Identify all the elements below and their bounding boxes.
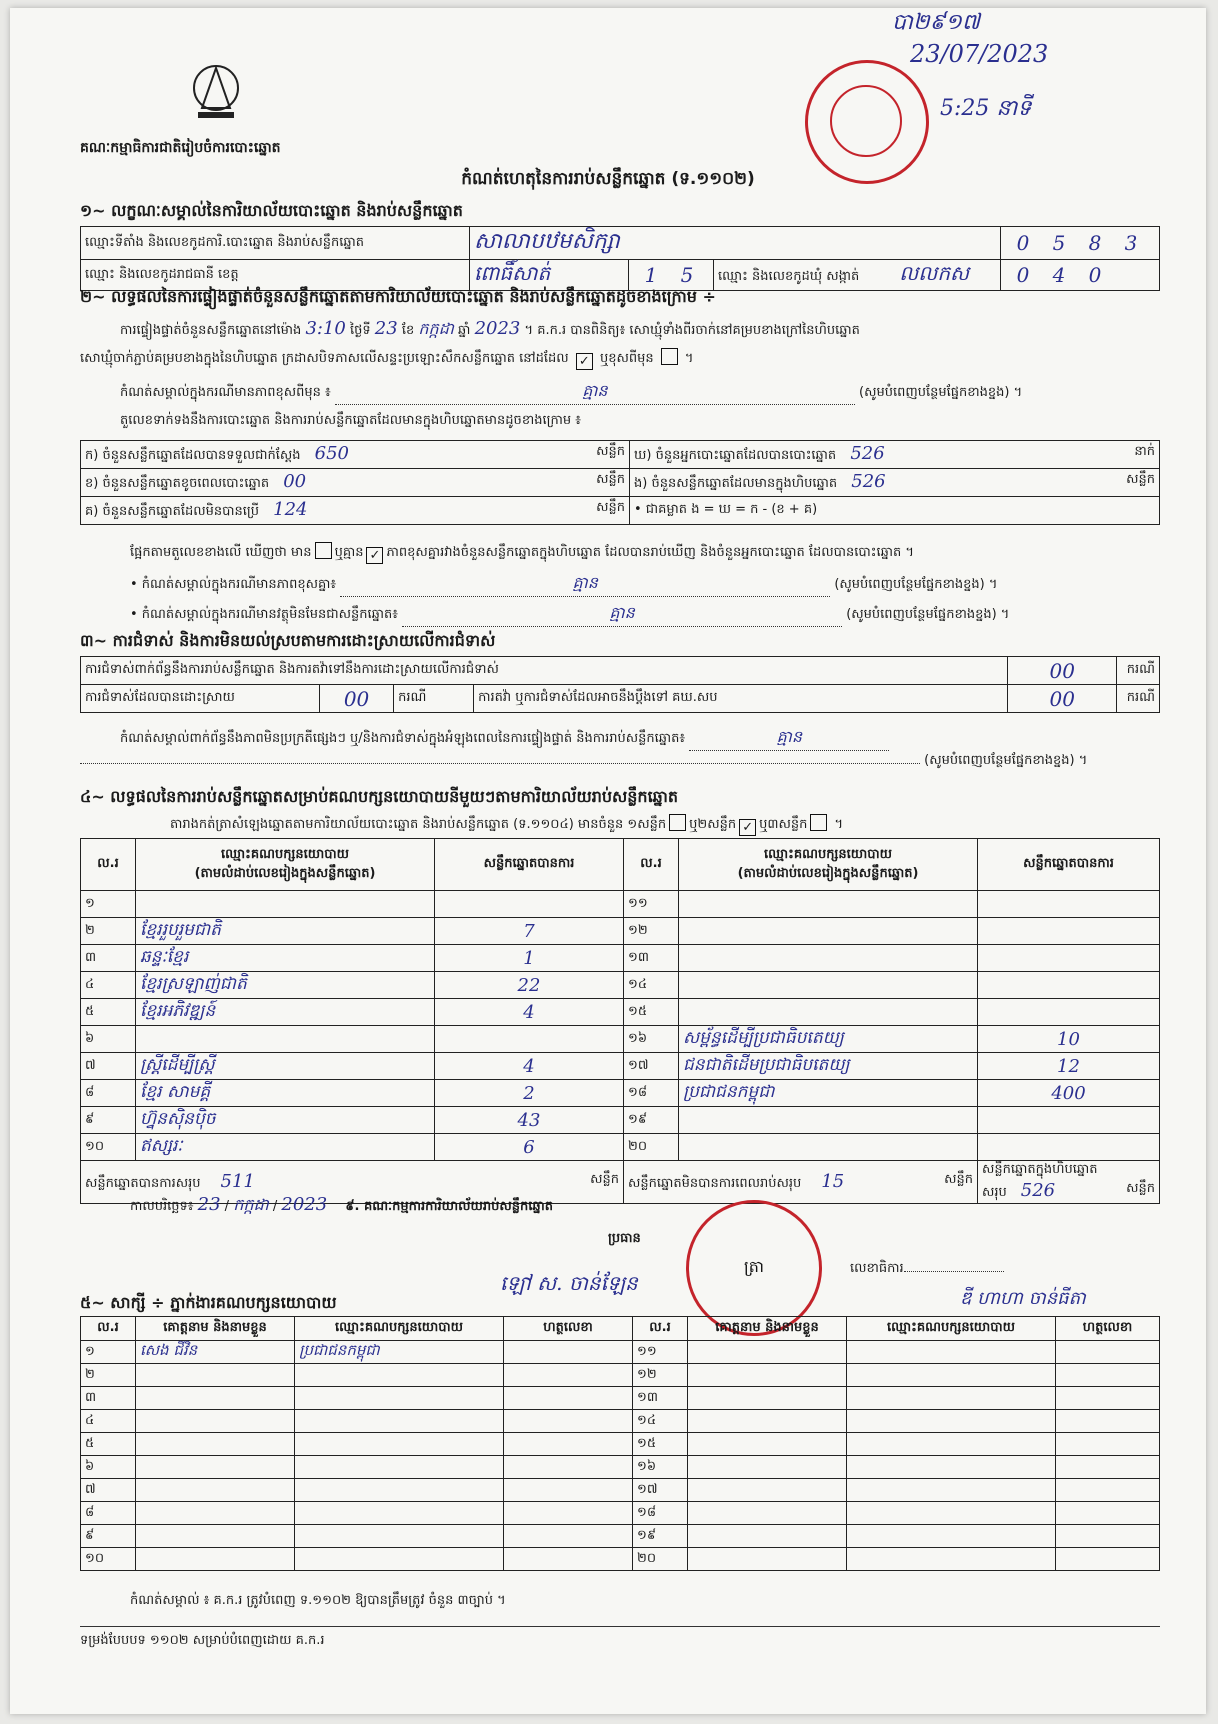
- witness-name: [136, 1433, 295, 1456]
- unchanged-checkbox: ✓: [576, 353, 593, 370]
- witness-signature: [1056, 1341, 1160, 1364]
- section3-title: ៣~ ការជំទាស់ និងការមិនយល់ស្របតាមការដោះស្រាយលើការជំទាស់: [80, 631, 496, 650]
- change-note: កំណត់សម្គាល់ក្នុងករណីមានភាពខុសពីមុន ៖ គ្មាន (សូមបំពេញបន្ថែមផ្នែកខាងខ្នង) ។: [120, 380, 1170, 405]
- vote-row-votes: [978, 918, 1160, 945]
- witness-no: ១១: [633, 1341, 688, 1364]
- witness-row: [81, 1456, 1160, 1479]
- vote-row-party: [679, 918, 978, 945]
- vote-row-votes: 12: [978, 1053, 1160, 1080]
- witness-name: [688, 1433, 847, 1456]
- vote-row-votes: 1: [435, 945, 624, 972]
- irregularity-note: កំណត់សម្គាល់ពាក់ព័ន្ធនឹងភាពមិនប្រក្រតីផ្សេងៗ ឬ/និងការជំទាស់ក្នុងអំឡុងពេលនៃការផ្ទៀងផ្ទាត់ និងការរាប់សន្លឹកឆ្នោត៖ គ្មាន: [120, 726, 1170, 751]
- witness-signature: [1056, 1364, 1160, 1387]
- vote-row-no: ១៣: [624, 945, 679, 972]
- witness-signature: [1056, 1433, 1160, 1456]
- witness-name: [688, 1502, 847, 1525]
- vote-row-votes: 4: [435, 1053, 624, 1080]
- section2-title: ២~ លទ្ធផលនៃការផ្ទៀងផ្ទាត់ចំនួនសន្លឹកឆ្នោតតាមការិយាល័យបោះឆ្នោត និងរាប់សន្លឹកឆ្នោតដូចខាងក្រោម ÷: [80, 287, 716, 306]
- vote-row-party: ឆន្ទៈខ្មែរ: [136, 945, 435, 972]
- witness-no: ១៩: [633, 1525, 688, 1548]
- witness-party: [847, 1433, 1056, 1456]
- vote-row-votes: 2: [435, 1080, 624, 1107]
- figures-intro: តួលេខទាក់ទងនឹងការបោះឆ្នោត និងការរាប់សន្លឹកឆ្នោតដែលមានក្នុងហិបឆ្នោតមានដូចខាងក្រោម ៖: [120, 413, 581, 428]
- spoiled-value: 00: [283, 471, 307, 492]
- vote-row-party: [136, 891, 435, 918]
- vote-row-no: ១៧: [624, 1053, 679, 1080]
- vote-row-no: ៥: [81, 999, 136, 1026]
- vote-row-party: [679, 972, 978, 999]
- irregularity-note-2: (សូមបំពេញបន្ថែមផ្នែកខាងខ្នង) ។: [80, 752, 1170, 771]
- vote-row: [81, 1134, 1160, 1161]
- witness-row: [81, 1341, 1160, 1364]
- vote-row-party: ខ្មែរស្រឡាញ់ជាតិ: [136, 972, 435, 999]
- official-seal-bottom: ត្រា: [686, 1200, 822, 1336]
- vote-row-votes: [978, 999, 1160, 1026]
- witness-signature: [1056, 1456, 1160, 1479]
- difference-note: • កំណត់សម្គាល់ក្នុងករណីមានភាពខុសគ្នា៖ គ្មាន (សូមបំពេញបន្ថែមផ្នែកខាងខ្នង) ។: [130, 572, 1180, 597]
- vote-row-votes: [978, 1107, 1160, 1134]
- vote-row: [81, 1107, 1160, 1134]
- vote-row-no: ៦: [81, 1026, 136, 1053]
- vote-row-party: [679, 945, 978, 972]
- objection-table: ការជំទាស់ពាក់ព័ន្ធនឹងការរាប់សន្លឹកឆ្នោត និងការតវ៉ាទៅនឹងការដោះស្រាយលើការជំទាស់ 00 ករណី ការជំទាស់ដែលបានដោះស្រាយ 00 ករណី ការតវ៉ា ឬការជំទាស់ដែលអាចនឹងប្តឹងទៅ គឃ.សប 00 ករណី: [80, 656, 1160, 713]
- witness-signature: [504, 1479, 633, 1502]
- section1-title: ១~ លក្ខណៈសម្គាល់នៃការិយាល័យបោះឆ្នោត និងរាប់សន្លឹកឆ្នោត: [80, 201, 463, 220]
- witness-signature: [504, 1341, 633, 1364]
- witness-signature: [1056, 1502, 1160, 1525]
- vote-row-party: ខ្មែរអភិវឌ្ឍន៍: [136, 999, 435, 1026]
- verification-line1: ការផ្ទៀងផ្ទាត់ចំនួនសន្លឹកឆ្នោតនៅម៉ោង 3:10 ថ្ងៃទី 23 ខែ កក្កដា ឆ្នាំ 2023 ។ គ.ក.រ បានពិនិត្យ៖ សោឃ្មុំទាំងពីរចាក់នៅគម្របខាងក្រៅនៃហិបឆ្នោត: [120, 318, 860, 339]
- vote-row-no: ២០: [624, 1134, 679, 1161]
- vote-row-no: ៣: [81, 945, 136, 972]
- witness-no: ១២: [633, 1364, 688, 1387]
- witness-no: ១៥: [633, 1433, 688, 1456]
- province-value: ពោធិ៍សាត់: [470, 260, 629, 291]
- commune-code: 0 4 0: [1001, 260, 1160, 291]
- witness-party: [847, 1479, 1056, 1502]
- witness-no: ៤: [81, 1410, 136, 1433]
- witness-row: [81, 1387, 1160, 1410]
- witness-no: ១៤: [633, 1410, 688, 1433]
- location-label: ឈ្មោះទីតាំង និងលេខកូដការិ.បោះឆ្នោត និងរាប់សន្លឹកឆ្នោត: [81, 227, 470, 260]
- formula: • ជាគម្លាត ង = ឃ = ក - (ខ + គ): [630, 497, 1160, 525]
- vote-row-votes: 22: [435, 972, 624, 999]
- witness-no: ១: [81, 1341, 136, 1364]
- witness-party: [847, 1387, 1056, 1410]
- witness-signature: [1056, 1525, 1160, 1548]
- vote-row-party: [679, 1107, 978, 1134]
- vote-row-party: ជនជាតិដើមប្រជាធិបតេយ្យ: [679, 1053, 978, 1080]
- witness-name: [688, 1456, 847, 1479]
- form-footer: ទម្រង់បែបបទ ១១០២ សម្រាប់បំពេញដោយ គ.ក.រ: [80, 1633, 325, 1648]
- witness-party: [847, 1525, 1056, 1548]
- form-title: កំណត់ហេតុនៃការរាប់សន្លឹកឆ្នោត (ទ.១១០២): [461, 169, 755, 189]
- vote-row-party: [679, 891, 978, 918]
- vote-row-votes: 4: [435, 999, 624, 1026]
- witness-no: ១០: [81, 1548, 136, 1571]
- vote-row-party: សម្ព័ន្ធដើម្បីប្រជាធិបតេយ្យ: [679, 1026, 978, 1053]
- resolved-label: ការជំទាស់ដែលបានដោះស្រាយ: [81, 685, 320, 713]
- copies-note: កំណត់សម្គាល់ ៖ គ.ក.រ ត្រូវបំពេញ ទ.១១០២ ឱ្យបានត្រឹមត្រូវ ចំនួន ៣ច្បាប់ ។: [130, 1593, 506, 1608]
- vote-row-no: ១០: [81, 1134, 136, 1161]
- vote-row-votes: [435, 1026, 624, 1053]
- vote-row-party: [679, 1134, 978, 1161]
- witness-name: [688, 1479, 847, 1502]
- witness-no: ២: [81, 1364, 136, 1387]
- verification-line2: សោឃ្មុំចាក់ភ្ជាប់គម្របខាងក្នុងនៃហិបឆ្នោត ក្រដាសបិទភាសលើសន្ទះប្រឡោះសឹកសន្លឹកឆ្នោត នៅដដែល ✓ ឬខុសពីមុន ។: [80, 348, 1170, 370]
- secretary-label: លេខាធិការ: [850, 1260, 1004, 1279]
- vote-row-party: ឥស្សរៈ: [136, 1134, 435, 1161]
- witness-signature: [504, 1364, 633, 1387]
- witness-no: ៨: [81, 1502, 136, 1525]
- vote-row-votes: [978, 891, 1160, 918]
- vote-row-no: ៩: [81, 1107, 136, 1134]
- voted-value: 526: [850, 443, 885, 464]
- ballot-count-form: [10, 8, 1206, 1714]
- vote-row: [81, 1053, 1160, 1080]
- difference-line: ផ្អែកតាមតួលេខខាងលើ ឃើញថា មាន ឬគ្មាន ✓ ភាពខុសគ្នារវាងចំនួនសន្លឹកឆ្នោតក្នុងហិបឆ្នោត ដែលបានរាប់ឃើញ និងចំនួនអ្នកបោះឆ្នោត ដែលបានបោះឆ្នោត ។: [130, 542, 1190, 564]
- witness-party: [295, 1364, 504, 1387]
- witness-name: [136, 1525, 295, 1548]
- witness-row: [81, 1479, 1160, 1502]
- in-box-value: 526: [851, 471, 886, 492]
- signing-date: កាលបរិច្ឆេទ៖ 23 / កក្កដា / 2023 ៩. គណៈកម្មការការិយាល័យរាប់សន្លឹកឆ្នោត: [130, 1194, 554, 1215]
- vote-row-votes: [978, 945, 1160, 972]
- witness-name: សេង ជីវិន: [136, 1341, 295, 1364]
- witness-no: ១៦: [633, 1456, 688, 1479]
- vote-row-no: ១: [81, 891, 136, 918]
- vote-row-party: ហ្វ៊ុនស៊ិនប៉ិច: [136, 1107, 435, 1134]
- witness-party: [295, 1479, 504, 1502]
- witness-signature: [504, 1433, 633, 1456]
- unused-value: 124: [273, 499, 308, 520]
- witness-name: [136, 1456, 295, 1479]
- vote-row-party: [679, 999, 978, 1026]
- section1-table: [80, 226, 1160, 291]
- vote-row-party: ប្រជាជនកម្ពុជា: [679, 1080, 978, 1107]
- vote-row-no: ១៨: [624, 1080, 679, 1107]
- witness-name: [688, 1548, 847, 1571]
- witness-party: [847, 1410, 1056, 1433]
- witness-no: ៣: [81, 1387, 136, 1410]
- vote-row-no: ២: [81, 918, 136, 945]
- witness-name: [688, 1364, 847, 1387]
- witness-name: [136, 1502, 295, 1525]
- chair-name: ឡៅ ស. ចាន់ឡែន: [500, 1271, 638, 1295]
- resolved-value: 00: [320, 685, 394, 713]
- witness-name: [136, 1479, 295, 1502]
- handwritten-time: 5:25 នាទី: [940, 96, 1032, 121]
- witness-party: [295, 1502, 504, 1525]
- vote-row-votes: [978, 972, 1160, 999]
- figures-table: ក) ចំនួនសន្លឹកឆ្នោតដែលបានទទួលជាក់ស្តែង 650 សន្លឹក ឃ) ចំនួនអ្នកបោះឆ្នោតដែលបានបោះឆ្នោត 526 នាក់ ខ) ចំនួនសន្លឹកឆ្នោតខូចពេលបោះឆ្នោត 00 សន្លឹក ង) ចំនួនសន្លឹកឆ្នោតដែលមានក្នុងហិបឆ្នោត 526 សន្លឹក គ) ចំនួនសន្លឹកឆ្នោតដែលមិនបានប្រើ 124 សន្លឹក • ជាគម្លាត ង = ឃ = ក - (ខ + គ): [80, 440, 1160, 525]
- received-value: 650: [314, 443, 350, 464]
- witness-name: [688, 1410, 847, 1433]
- vote-row-votes: [435, 891, 624, 918]
- appeal-value: 00: [1008, 685, 1117, 713]
- vote-row-votes: 7: [435, 918, 624, 945]
- box-total: 526: [1020, 1180, 1056, 1201]
- section4-title: ៤~ លទ្ធផលនៃការរាប់សន្លឹកឆ្នោតសម្រាប់គណបក្សនយោបាយនីមួយៗតាមការិយាល័យរាប់សន្លឹកឆ្នោត: [80, 787, 679, 806]
- witness-table: ល.រ គោត្តនាម និងនាមខ្លួន ឈ្មោះគណបក្សនយោបាយ ហត្ថលេខា ល.រ គោត្តនាម និងនាមខ្លួន ឈ្មោះគណបក្សនយោបាយ ហត្ថលេខា ១ សេង ជីវិន ប្រជាជនកម្ពុជា ១១ ២ ១២ ៣ ១៣ ៤ ១៤ ៥ ១៥ ៦ ១៦ ៧ ១៧ ៨ ១៨ ៩ ១៩ ១០ ២០: [80, 1316, 1160, 1571]
- vote-row-votes: 10: [978, 1026, 1160, 1053]
- witness-signature: [504, 1548, 633, 1571]
- invalid-total: 15: [821, 1170, 845, 1192]
- witness-signature: [504, 1502, 633, 1525]
- witness-party: [295, 1410, 504, 1433]
- witness-name: [136, 1410, 295, 1433]
- foreign-object-note: • កំណត់សម្គាល់ក្នុងករណីមានវត្ថុមិនមែនជាសន្លឹកឆ្នោត៖ គ្មាន (សូមបំពេញបន្ថែមផ្នែកខាងខ្នង) ។: [130, 602, 1180, 627]
- vote-row-no: ១៩: [624, 1107, 679, 1134]
- witness-signature: [1056, 1387, 1160, 1410]
- witness-no: ៥: [81, 1433, 136, 1456]
- witness-party: [295, 1456, 504, 1479]
- witness-no: ១៧: [633, 1479, 688, 1502]
- witness-party: [295, 1548, 504, 1571]
- witness-row: [81, 1502, 1160, 1525]
- witness-no: ៩: [81, 1525, 136, 1548]
- vote-row: [81, 891, 1160, 918]
- witness-row: [81, 1364, 1160, 1387]
- witness-signature: [1056, 1410, 1160, 1433]
- appeal-label: ការតវ៉ា ឬការជំទាស់ដែលអាចនឹងប្តឹងទៅ គឃ.សប: [474, 685, 1008, 713]
- vote-row-no: ៤: [81, 972, 136, 999]
- witness-no: ៧: [81, 1479, 136, 1502]
- vote-row: [81, 1080, 1160, 1107]
- vote-row-no: ១៦: [624, 1026, 679, 1053]
- vote-row: [81, 945, 1160, 972]
- location-code: 0 5 8 3: [1001, 227, 1160, 260]
- witness-name: [136, 1364, 295, 1387]
- vote-row-votes: 43: [435, 1107, 624, 1134]
- objection-value: 00: [1008, 657, 1117, 685]
- witness-party: [847, 1364, 1056, 1387]
- handwritten-date: 23/07/2023: [910, 40, 1049, 68]
- witness-row: [81, 1525, 1160, 1548]
- objection-label: ការជំទាស់ពាក់ព័ន្ធនឹងការរាប់សន្លឹកឆ្នោត និងការតវ៉ាទៅនឹងការដោះស្រាយលើការជំទាស់: [81, 657, 1008, 685]
- vote-row: [81, 972, 1160, 999]
- witness-party: [295, 1433, 504, 1456]
- witness-signature: [504, 1410, 633, 1433]
- witness-signature: [504, 1525, 633, 1548]
- witness-name: [688, 1525, 847, 1548]
- province-code: 1 5: [629, 260, 714, 291]
- vote-row: [81, 1026, 1160, 1053]
- vote-row: [81, 918, 1160, 945]
- vote-row-no: ៨: [81, 1080, 136, 1107]
- witness-row: [81, 1410, 1160, 1433]
- vote-row-votes: [978, 1134, 1160, 1161]
- handwritten-code: បា២៩១៧: [892, 10, 980, 35]
- commune-label: ឈ្មោះ និងលេខកូដឃុំ សង្កាត់ លលកស: [714, 260, 1001, 291]
- witness-party: [847, 1456, 1056, 1479]
- official-seal-top: [805, 60, 929, 184]
- witness-signature: [1056, 1479, 1160, 1502]
- org-name: គណៈកម្មាធិការជាតិរៀបចំការបោះឆ្នោត: [80, 140, 281, 156]
- location-value: សាលាបឋមសិក្សា: [470, 227, 1001, 260]
- witness-party: [295, 1525, 504, 1548]
- vote-row: [81, 999, 1160, 1026]
- votes-table: ល.រ ឈ្មោះគណបក្សនយោបាយ (តាមលំដាប់លេខរៀងក្នុងសន្លឹកឆ្នោត) សន្លឹកឆ្នោតបានការ ល.រ ឈ្មោះគណបក្សនយោបាយ (តាមលំដាប់លេខរៀងក្នុងសន្លឹកឆ្នោត) សន្លឹកឆ្នោតបានការ ១ ១១ ២ ខ្មែររួបរួមជាតិ 7 ១២ ៣ ឆន្ទៈខ្មែរ 1 ១៣ ៤ ខ្មែរស្រឡាញ់ជាតិ 22 ១៤ ៥ ខ្មែរអភិវឌ្ឍន៍ 4 ១៥ ៦ ១៦ សម្ព័ន្ធដើម្បីប្រជាធិបតេយ្យ 10 ៧ ស្ត្រីដើម្បីស្ត្រី 4 ១៧ ជនជាតិដើមប្រជាធិបតេយ្យ 12 ៨ ខ្មែរ សាមគ្គី 2 ១៨ ប្រជាជនកម្ពុជា 400 ៩ ហ្វ៊ុនស៊ិនប៉ិច 43 ១៩ ១០ ឥស្សរៈ 6 ២០ សន្លឹកឆ្នោតបានការសរុប 511 សន្លឹក សន្លឹកឆ្នោតមិនបានការពេលរាប់សរុប 15 សន្លឹក សន្លឹកឆ្នោតក្នុងហិបឆ្នោតសរុប 526 សន្លឹក: [80, 838, 1160, 1204]
- section4-intro: តារាងកត់ត្រាសំឡេងឆ្នោតតាមការិយាល័យបោះឆ្នោត និងរាប់សន្លឹកឆ្នោត (ទ.១១០៤) មានចំនួន ១សន្លឹក ឬ២សន្លឹក ✓ ឬ៣សន្លឹក ។: [170, 814, 843, 836]
- vote-row-no: ១៤: [624, 972, 679, 999]
- national-emblem-icon: [188, 58, 244, 122]
- witness-party: [847, 1341, 1056, 1364]
- witness-name: [136, 1387, 295, 1410]
- witness-no: ១៨: [633, 1502, 688, 1525]
- vote-row-no: ១១: [624, 891, 679, 918]
- witness-row: [81, 1433, 1160, 1456]
- witness-row: [81, 1548, 1160, 1571]
- witness-no: ១៣: [633, 1387, 688, 1410]
- witness-party: ប្រជាជនកម្ពុជា: [295, 1341, 504, 1364]
- witness-no: ៦: [81, 1456, 136, 1479]
- vote-row-votes: 400: [978, 1080, 1160, 1107]
- section5-title: ៥~ សាក្សី ÷ ភ្នាក់ងារគណបក្សនយោបាយ: [80, 1293, 337, 1312]
- vote-row-no: ៧: [81, 1053, 136, 1080]
- vote-row-no: ១២: [624, 918, 679, 945]
- witness-name: [688, 1387, 847, 1410]
- vote-row-no: ១៥: [624, 999, 679, 1026]
- vote-row-votes: 6: [435, 1134, 624, 1161]
- vote-row-party: ខ្មែរ សាមគ្គី: [136, 1080, 435, 1107]
- witness-signature: [504, 1456, 633, 1479]
- witness-name: [688, 1341, 847, 1364]
- witness-signature: [1056, 1548, 1160, 1571]
- witness-party: [847, 1502, 1056, 1525]
- changed-checkbox: [661, 348, 678, 365]
- witness-name: [136, 1548, 295, 1571]
- secretary-name: ឌី ហាហា ចាន់ធីតា: [960, 1288, 1086, 1309]
- valid-total: 511: [220, 1170, 255, 1192]
- vote-row-party: [136, 1026, 435, 1053]
- vote-row-party: ស្ត្រីដើម្បីស្ត្រី: [136, 1053, 435, 1080]
- province-label: ឈ្មោះ និងលេខកូដរាជធានី ខេត្ត: [81, 260, 470, 291]
- footer-divider: [80, 1626, 1160, 1627]
- witness-party: [295, 1387, 504, 1410]
- vote-row-party: ខ្មែររួបរួមជាតិ: [136, 918, 435, 945]
- chair-label: ប្រធាន: [608, 1231, 641, 1246]
- witness-party: [847, 1548, 1056, 1571]
- witness-signature: [504, 1387, 633, 1410]
- witness-no: ២០: [633, 1548, 688, 1571]
